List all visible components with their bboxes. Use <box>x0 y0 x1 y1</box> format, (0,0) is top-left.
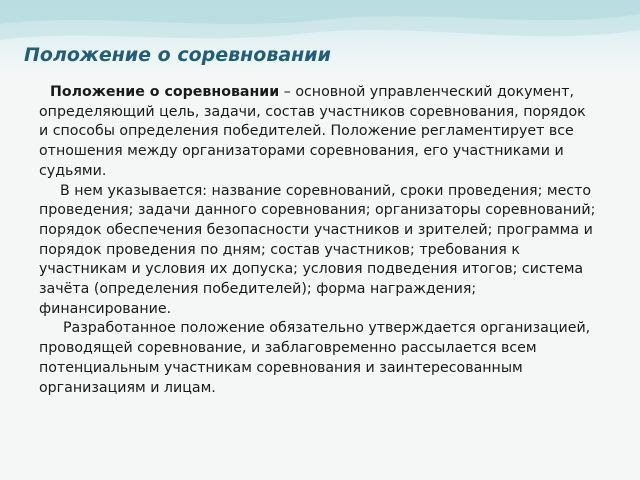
term-bold: Положение о соревновании <box>50 84 280 100</box>
paragraph-contents: В нем указывается: название соревнований, сроки проведения; место проведения; задачи данного соревнования; организаторы соревнований; порядок обеспечения безопасности участников и зрителей; программа и порядок проведения по дням; состав участников; требования к участникам и условия их допуска; условия подведения итогов; система зачёта (определения победителей); форма награждения; финансирование. <box>39 182 596 317</box>
paragraph-definition <box>39 83 599 182</box>
paragraph-approval: Разработанное положение обязательно утверждается организацией, проводящей соревнование, и заблаговременно рассылается всем потенциальным участникам соревнования и заинтересованным организациям и лицам. <box>39 320 591 396</box>
slide-body <box>39 83 599 398</box>
page-title: Положение о соревновании <box>24 44 331 66</box>
definition-text: – основной управленческий документ, определяющий цель, задачи, состав участников соревнования, порядок и способы определения победителей. Положение регламентирует все отношения между организаторами соревнования, его участниками и судьями. <box>39 84 586 179</box>
